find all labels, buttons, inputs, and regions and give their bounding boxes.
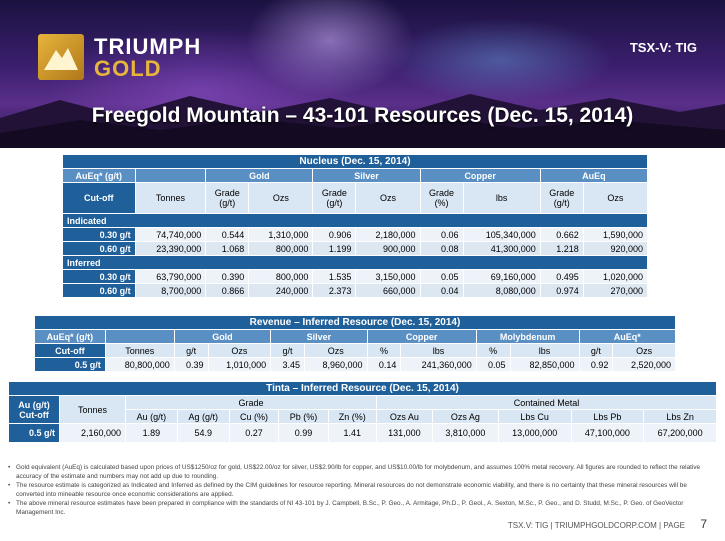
cell: 23,390,000 [135, 242, 206, 256]
cell: 0.06 [420, 228, 463, 242]
cell: 800,000 [249, 270, 313, 284]
cell: 0.974 [540, 284, 583, 298]
nucleus-table [62, 154, 648, 298]
cell: 131,000 [376, 424, 432, 443]
cell: 67,200,000 [644, 424, 717, 443]
nucleus-group-label: AuEq* (g/t) [63, 169, 136, 183]
page-title: Freegold Mountain – 43-101 Resources (Dec. 15, 2014) [91, 104, 634, 127]
cell: 800,000 [249, 242, 313, 256]
cell: 920,000 [583, 242, 647, 256]
revenue-col-cutoff: Cut-off [35, 344, 106, 358]
table-row [35, 358, 676, 372]
tinta-corner: Au (g/t) Cut-off [9, 396, 60, 424]
logo-mark-icon [38, 34, 84, 80]
cell: 13,000,000 [498, 424, 571, 443]
revenue-col: % [367, 344, 401, 358]
nucleus-col: Tonnes [135, 183, 206, 214]
cell: 1,020,000 [583, 270, 647, 284]
cell: 0.14 [367, 358, 401, 372]
revenue-col: % [476, 344, 510, 358]
revenue-col: Tonnes [105, 344, 174, 358]
revenue-group-aueq: AuEq* [579, 330, 675, 344]
company-logo[interactable] [38, 34, 208, 80]
cell: 8,700,000 [135, 284, 206, 298]
revenue-col: Ozs [304, 344, 367, 358]
cell: 1,310,000 [249, 228, 313, 242]
nucleus-col: Ozs [249, 183, 313, 214]
tinta-group-grade: Grade [125, 396, 376, 410]
nucleus-col: Grade (g/t) [540, 183, 583, 214]
row-cutoff: 0.30 g/t [63, 228, 136, 242]
footnote: • Gold equivalent (AuEq) is calculated based upon prices of US$1250/oz for gold, US$22.00/oz for silver, US$2.90/lb for copper, and US$10.00/lb for molybdenum, and assumes 100% metal recovery. All figures are rounded to reflect the relative accuracy of the estimate and numbers may not add up due to rounding. [8, 464, 713, 481]
cell: 80,800,000 [105, 358, 174, 372]
nucleus-col: lbs [463, 183, 540, 214]
cell: 0.39 [174, 358, 208, 372]
cell: 74,740,000 [135, 228, 206, 242]
footer-text: TSX.V: TIG | TRIUMPHGOLDCORP.COM | PAGE [507, 521, 685, 530]
nucleus-col: Grade (g/t) [313, 183, 356, 214]
cell: 1.218 [540, 242, 583, 256]
revenue-col: lbs [401, 344, 476, 358]
tinta-col: Zn (%) [328, 410, 376, 424]
revenue-col: g/t [579, 344, 613, 358]
revenue-group-gold: Gold [174, 330, 270, 344]
row-cutoff: 0.5 g/t [9, 424, 60, 443]
tinta-col: Ozs Au [376, 410, 432, 424]
table-row [63, 228, 648, 242]
cell: 0.544 [206, 228, 249, 242]
row-cutoff: 0.30 g/t [63, 270, 136, 284]
revenue-group-silver: Silver [271, 330, 367, 344]
header-banner [0, 0, 725, 148]
cell: 1.41 [328, 424, 376, 443]
tinta-col: Cu (%) [229, 410, 279, 424]
cell: 3,810,000 [432, 424, 498, 443]
table-row [9, 424, 717, 443]
cell: 0.04 [420, 284, 463, 298]
cell: 3,150,000 [356, 270, 420, 284]
cell: 660,000 [356, 284, 420, 298]
nucleus-col: Grade (g/t) [206, 183, 249, 214]
nucleus-group-copper: Copper [420, 169, 540, 183]
cell: 0.866 [206, 284, 249, 298]
logo-word-triumph: TRIUMPH [94, 34, 202, 59]
cell: 270,000 [583, 284, 647, 298]
cell: 240,000 [249, 284, 313, 298]
cell: 8,960,000 [304, 358, 367, 372]
footnote: • The above mineral resource estimates have been prepared in compliance with the standards of NI 43-101 by J. Campbell, B.Sc., P. Geo., A. Armitage, Ph.D., P. Geol., A. Sexton, M.Sc., P. Geo., and D. Studd, M.Sc., P. Geo. of GeoVector Management Inc. [8, 500, 713, 517]
cell: 0.99 [279, 424, 328, 443]
cell: 0.906 [313, 228, 356, 242]
cell: 47,100,000 [571, 424, 644, 443]
cell: 0.662 [540, 228, 583, 242]
revenue-col: lbs [510, 344, 579, 358]
tinta-table [8, 381, 717, 443]
cell: 1,010,000 [208, 358, 271, 372]
cell: 2.373 [313, 284, 356, 298]
cell: 241,360,000 [401, 358, 476, 372]
row-cutoff: 0.5 g/t [35, 358, 106, 372]
cell: 2,160,000 [60, 424, 126, 443]
cell: 900,000 [356, 242, 420, 256]
nucleus-group-silver: Silver [313, 169, 420, 183]
nucleus-group-aueq: AuEq [540, 169, 647, 183]
tinta-col-tonnes: Tonnes [60, 396, 126, 424]
tinta-col: Ag (g/t) [177, 410, 229, 424]
logo-word-gold: GOLD [94, 56, 162, 81]
cell: 1.068 [206, 242, 249, 256]
nucleus-section-indicated: Indicated [63, 214, 648, 228]
cell: 0.05 [420, 270, 463, 284]
cell: 1,590,000 [583, 228, 647, 242]
cell: 0.92 [579, 358, 613, 372]
nucleus-group-gold: Gold [206, 169, 313, 183]
revenue-col: g/t [174, 344, 208, 358]
cell: 0.08 [420, 242, 463, 256]
revenue-col: Ozs [613, 344, 676, 358]
nucleus-col-cutoff: Cut-off [63, 183, 136, 214]
tinta-col: Lbs Cu [498, 410, 571, 424]
table-row [63, 284, 648, 298]
cell: 1.89 [125, 424, 177, 443]
cell: 8,080,000 [463, 284, 540, 298]
revenue-table [34, 315, 676, 372]
tinta-col: Pb (%) [279, 410, 328, 424]
cell: 1.535 [313, 270, 356, 284]
table-row [63, 270, 648, 284]
tinta-col: Lbs Pb [571, 410, 644, 424]
row-cutoff: 0.60 g/t [63, 284, 136, 298]
nucleus-col: Ozs [356, 183, 420, 214]
cell: 41,300,000 [463, 242, 540, 256]
ticker-label: TSX-V: TIG [629, 40, 697, 55]
revenue-col: g/t [271, 344, 305, 358]
cell: 2,180,000 [356, 228, 420, 242]
footnotes [8, 464, 713, 519]
cell: 63,790,000 [135, 270, 206, 284]
cell: 105,340,000 [463, 228, 540, 242]
tinta-col: Au (g/t) [125, 410, 177, 424]
tinta-group-contained-metal: Contained Metal [376, 396, 716, 410]
table-row [63, 242, 648, 256]
revenue-group-molybdenum: Molybdenum [476, 330, 579, 344]
revenue-caption: Revenue – Inferred Resource (Dec. 15, 2014) [35, 316, 676, 330]
revenue-col: Ozs [208, 344, 271, 358]
revenue-group-label: AuEq* (g/t) [35, 330, 106, 344]
footnote: • The resource estimate is categorized as Indicated and Inferred as defined by the CIM guidelines for resource reporting. Mineral resources do not demonstrate economic viability, and there is no certainty that these mineral resources will be converted into mineable resource once economic considerations are applied. [8, 482, 713, 499]
cell: 3.45 [271, 358, 305, 372]
cell: 0.27 [229, 424, 279, 443]
tinta-col: Lbs Zn [644, 410, 717, 424]
cell: 2,520,000 [613, 358, 676, 372]
revenue-group-copper: Copper [367, 330, 476, 344]
row-cutoff: 0.60 g/t [63, 242, 136, 256]
cell: 1.199 [313, 242, 356, 256]
cell: 69,160,000 [463, 270, 540, 284]
cell: 0.495 [540, 270, 583, 284]
nucleus-col: Grade (%) [420, 183, 463, 214]
nucleus-caption: Nucleus (Dec. 15, 2014) [63, 155, 648, 169]
nucleus-col: Ozs [583, 183, 647, 214]
cell: 0.390 [206, 270, 249, 284]
cell: 82,850,000 [510, 358, 579, 372]
page-number: 7 [700, 517, 707, 531]
cell: 0.05 [476, 358, 510, 372]
tinta-caption: Tinta – Inferred Resource (Dec. 15, 2014) [9, 382, 717, 396]
cell: 54.9 [177, 424, 229, 443]
nucleus-section-inferred: Inferred [63, 256, 648, 270]
tinta-col: Ozs Ag [432, 410, 498, 424]
